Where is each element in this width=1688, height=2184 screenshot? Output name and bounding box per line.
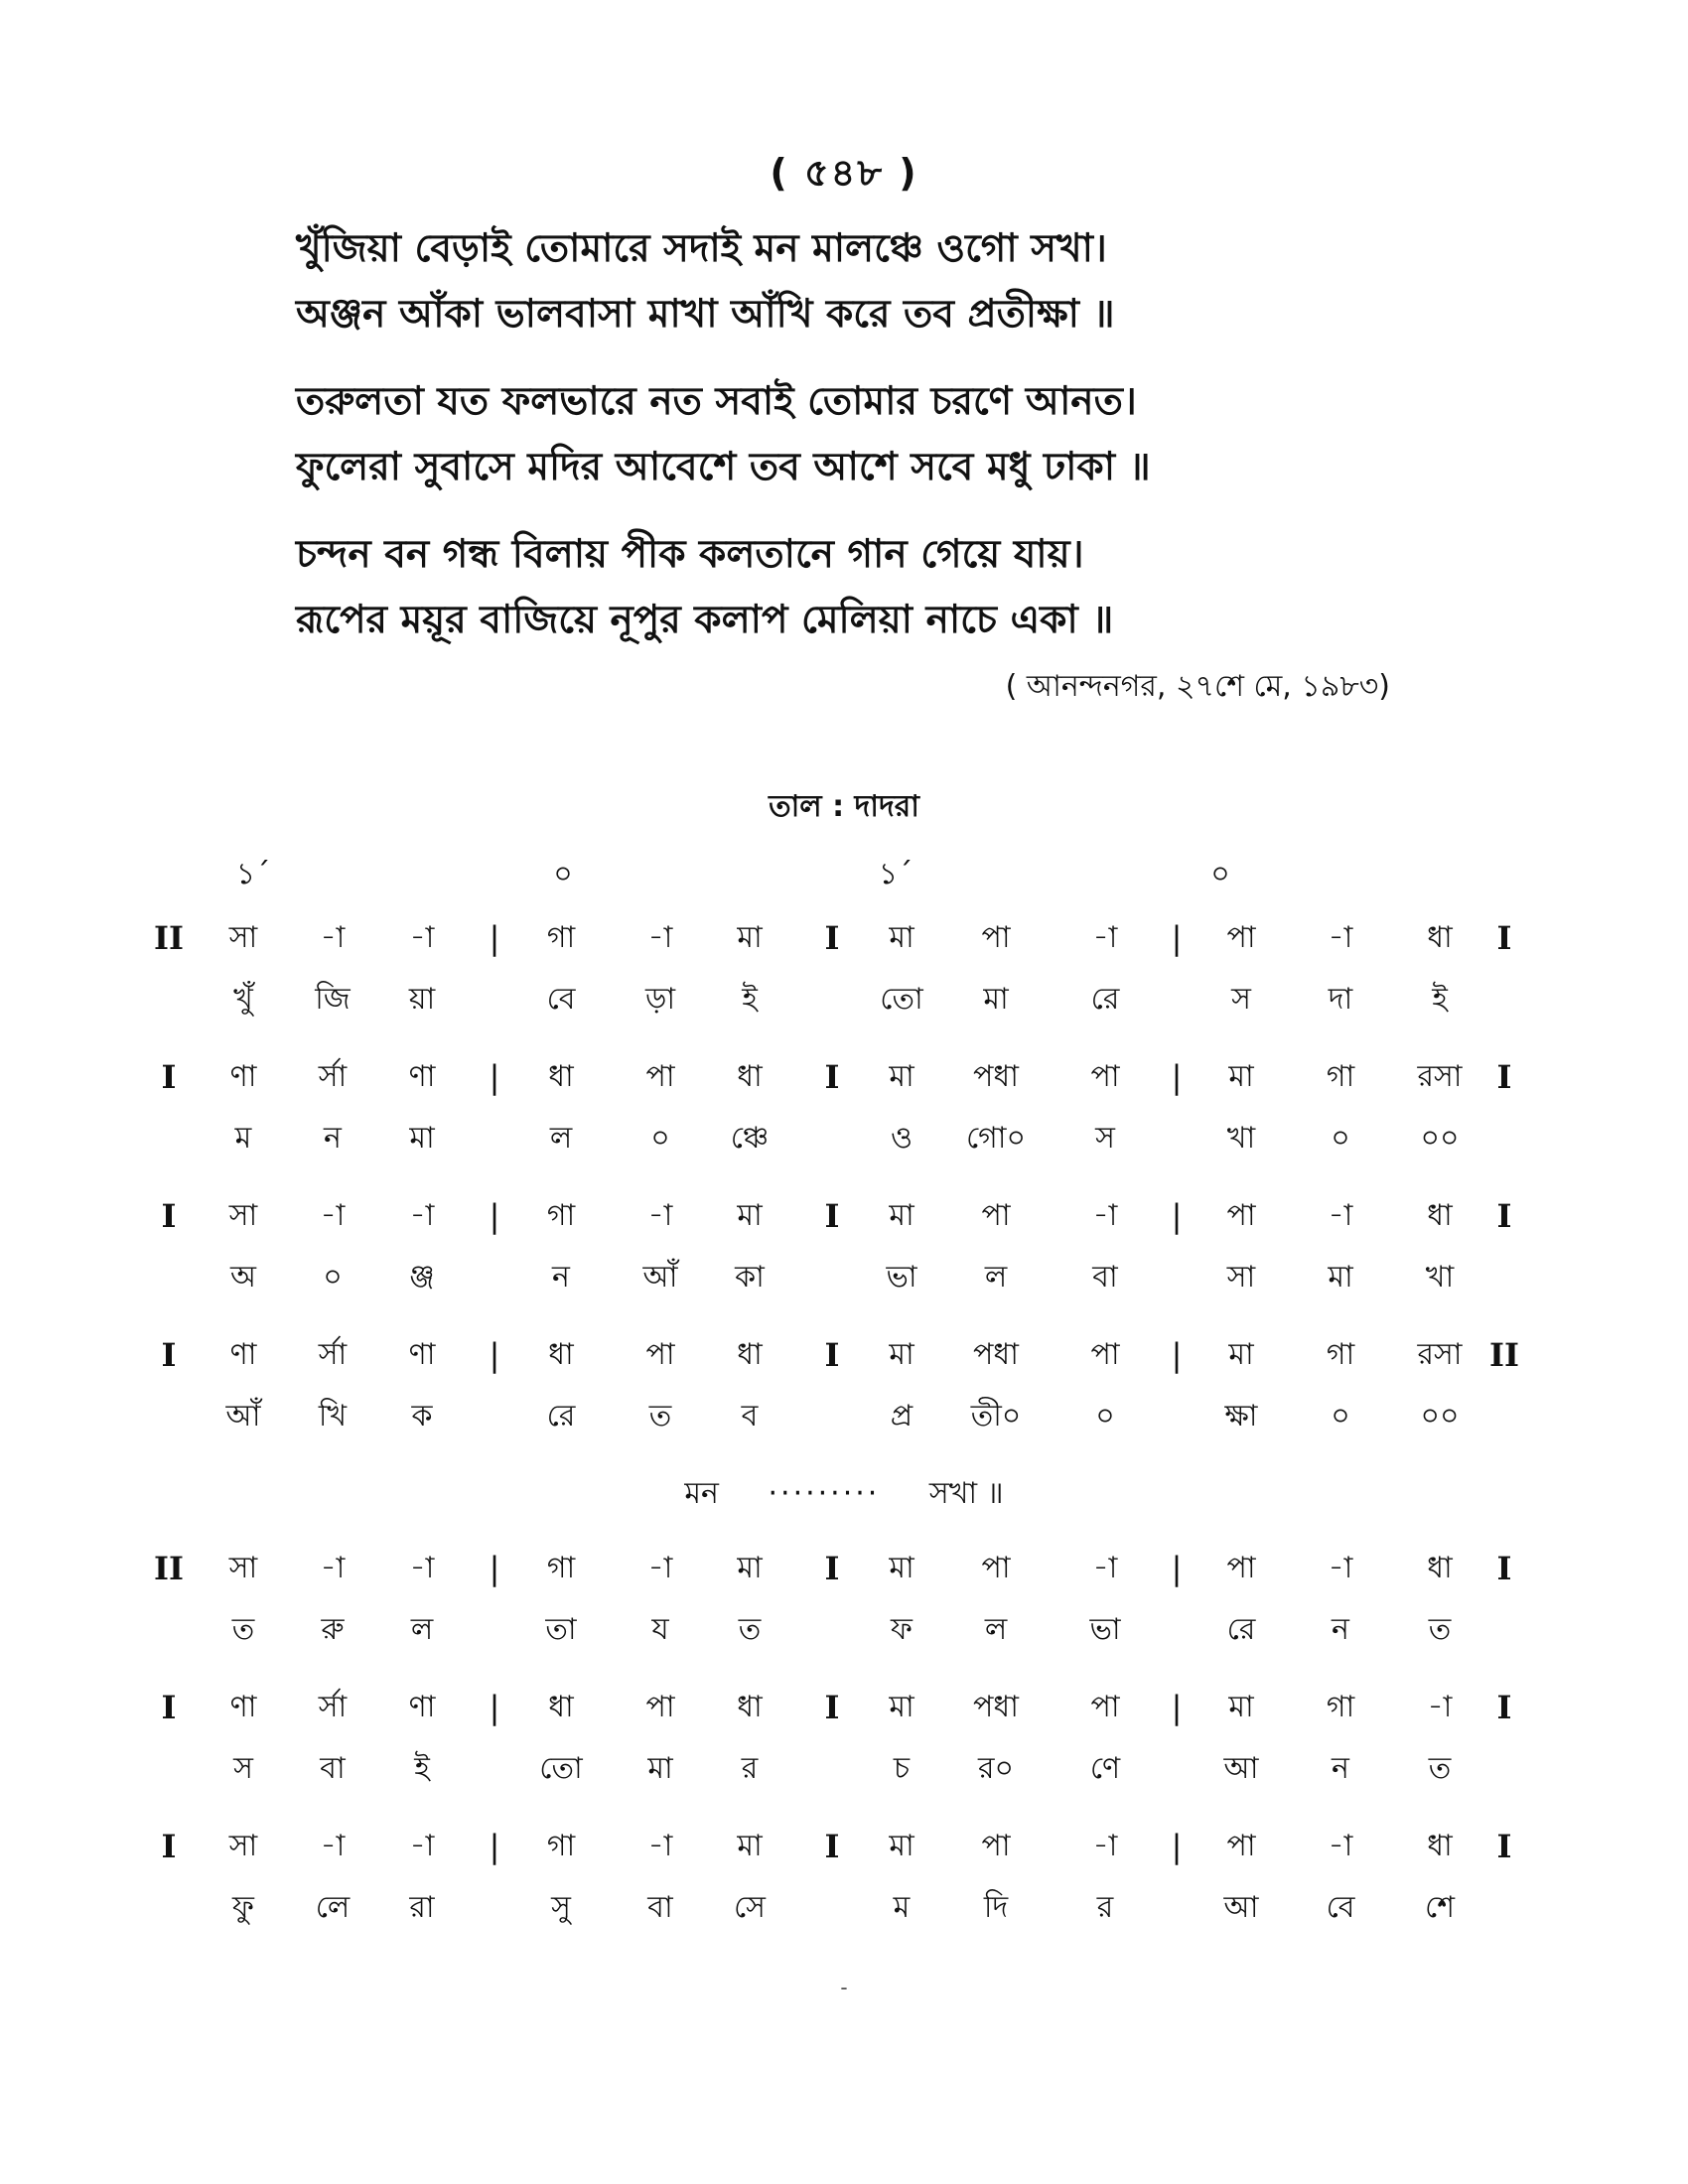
- note-cell: -া: [1092, 1198, 1118, 1233]
- note-cell: পা: [1090, 1337, 1120, 1372]
- bar-line: |: [489, 1550, 500, 1587]
- syllable-cell: খুঁ: [233, 982, 253, 1017]
- syllable-cell: ও: [890, 1121, 914, 1156]
- note-cell: ধা: [737, 1690, 763, 1724]
- note-cell: -া: [320, 1829, 346, 1863]
- bar-line: |: [1171, 1336, 1183, 1374]
- note-cell: পা: [1226, 920, 1256, 955]
- syllable-cell: ক্ষা: [1224, 1399, 1258, 1433]
- syllable-cell: য়া: [408, 982, 436, 1017]
- syllable-cell: খি: [318, 1399, 348, 1433]
- note-cell: -া: [1427, 1690, 1453, 1724]
- syllable-cell: ত: [648, 1399, 672, 1433]
- lyric-line: খুঁজিয়া বেড়াই তোমারে সদাই মন মালঞ্চে ওগো সখা।: [296, 226, 1107, 271]
- note-cell: মা: [889, 1198, 914, 1233]
- syllable-cell: মা: [983, 982, 1009, 1017]
- bar-line: I: [161, 1689, 177, 1726]
- bar-line: |: [1171, 1689, 1183, 1726]
- bar-line: I: [824, 1336, 840, 1374]
- syllable-cell: খা: [1226, 1121, 1256, 1156]
- bar-line: I: [161, 1058, 177, 1096]
- note-cell: পা: [981, 1198, 1011, 1233]
- syllable-cell: ই: [414, 1751, 430, 1786]
- lyrics-block: [296, 216, 1487, 675]
- note-cell: ধা: [548, 1337, 574, 1372]
- note-cell: মা: [737, 1551, 763, 1585]
- syllable-cell: রু: [321, 1612, 345, 1647]
- bar-line: |: [489, 1336, 500, 1374]
- note-cell: গা: [546, 1829, 576, 1863]
- syllable-cell: তো: [539, 1751, 583, 1786]
- bar-line: I: [824, 1058, 840, 1096]
- note-cell: রসা: [1417, 1059, 1463, 1094]
- syllable-cell: খা: [1425, 1260, 1455, 1295]
- syllable-cell: ল: [984, 1260, 1008, 1295]
- syllable-cell: ভা: [886, 1260, 917, 1295]
- refrain-cue: [0, 1469, 1688, 1520]
- note-cell: -া: [409, 1551, 435, 1585]
- note-cell: পধা: [973, 1337, 1019, 1372]
- lyric-line: চন্দন বন গন্ধ বিলায় পীক কলতানে গান গেয়ে যায়।: [296, 532, 1084, 577]
- lyrics-stanza: [296, 522, 1487, 653]
- note-cell: মা: [889, 920, 914, 955]
- note-cell: -া: [1092, 1829, 1118, 1863]
- note-cell: -া: [409, 1198, 435, 1233]
- syllable-cell: তী০: [970, 1399, 1022, 1433]
- note-cell: ণা: [229, 1690, 257, 1724]
- syllable-cell: বা: [1092, 1260, 1118, 1295]
- note-cell: মা: [737, 1829, 763, 1863]
- syllable-cell: ০: [1095, 1399, 1115, 1433]
- syllable-cell: তো: [880, 982, 923, 1017]
- note-cell: -া: [1328, 920, 1353, 955]
- syllable-cell: র০: [977, 1751, 1014, 1786]
- note-cell: পা: [1226, 1829, 1256, 1863]
- syllable-cell: ০: [1331, 1121, 1350, 1156]
- composition-source: ( আনন্দনগর, ২৭শে মে, ১৯৮৩): [1005, 669, 1390, 704]
- bar-line: I: [824, 1689, 840, 1726]
- note-cell: পা: [1090, 1059, 1120, 1094]
- syllable-cell: আঁ: [642, 1260, 678, 1295]
- syllable-cell: ০: [1331, 1399, 1350, 1433]
- bar-line: |: [1171, 919, 1183, 957]
- syllable-cell: ত: [231, 1612, 255, 1647]
- bar-line: |: [1171, 1058, 1183, 1096]
- note-cell: পা: [1226, 1198, 1256, 1233]
- note-cell: পা: [645, 1337, 675, 1372]
- bar-line: II: [154, 1550, 184, 1587]
- syllable-cell: দা: [1328, 982, 1353, 1017]
- syllable-cell: রে: [1090, 982, 1120, 1017]
- note-cell: সা: [228, 1198, 258, 1233]
- syllable-cell: বে: [1326, 1890, 1355, 1925]
- syllable-cell: আঁ: [225, 1399, 261, 1433]
- note-cell: -া: [1092, 920, 1118, 955]
- beat-marker: ০: [553, 857, 573, 891]
- note-cell: মা: [1228, 1690, 1254, 1724]
- syllable-cell: আ: [1223, 1890, 1259, 1925]
- note-cell: র্সা: [318, 1059, 348, 1094]
- syllable-cell: বে: [546, 982, 576, 1017]
- bar-line: I: [1496, 1058, 1512, 1096]
- syllable-cell: চ: [893, 1751, 911, 1786]
- syllable-cell: ন: [1332, 1751, 1349, 1786]
- syllable-cell: ০০: [1420, 1121, 1460, 1156]
- note-cell: ণা: [229, 1337, 257, 1372]
- note-cell: -া: [647, 1198, 673, 1233]
- note-cell: -া: [1328, 1551, 1353, 1585]
- syllable-cell: ম: [893, 1890, 911, 1925]
- syllable-cell: স: [233, 1751, 253, 1786]
- syllable-cell: ফ: [891, 1612, 913, 1647]
- beat-marker: ০: [1210, 857, 1230, 891]
- syllable-cell: য: [651, 1612, 669, 1647]
- syllable-cell: ল: [984, 1612, 1008, 1647]
- syllable-cell: আ: [1223, 1751, 1259, 1786]
- note-cell: -া: [320, 1551, 346, 1585]
- syllable-cell: জি: [315, 982, 351, 1017]
- refrain-start: মন: [684, 1476, 719, 1511]
- note-cell: -া: [1328, 1829, 1353, 1863]
- note-cell: পধা: [973, 1690, 1019, 1724]
- syllable-cell: মা: [1328, 1260, 1353, 1295]
- note-cell: -া: [647, 1829, 673, 1863]
- bar-line: II: [154, 919, 184, 957]
- note-cell: ধা: [737, 1337, 763, 1372]
- note-cell: পা: [1226, 1551, 1256, 1585]
- syllable-cell: ভা: [1089, 1612, 1121, 1647]
- bar-line: I: [1496, 1689, 1512, 1726]
- note-cell: মা: [1228, 1059, 1254, 1094]
- bar-line: I: [161, 1197, 177, 1235]
- syllable-cell: ক: [411, 1399, 433, 1433]
- syllable-cell: গো০: [965, 1121, 1027, 1156]
- syllable-cell: অ: [230, 1260, 256, 1295]
- bar-line: |: [489, 1828, 500, 1865]
- syllable-cell: ০: [650, 1121, 670, 1156]
- syllable-cell: ঞ্চে: [730, 1121, 770, 1156]
- note-cell: ণা: [408, 1059, 436, 1094]
- lyric-line: ফুলেরা সুবাসে মদির আবেশে তব আশে সবে মধু ঢাকা ॥: [296, 445, 1151, 489]
- syllable-cell: ন: [1332, 1612, 1349, 1647]
- syllable-cell: দি: [983, 1890, 1009, 1925]
- bar-line: |: [489, 919, 500, 957]
- note-cell: র্সা: [318, 1690, 348, 1724]
- syllable-row: [0, 980, 1688, 1051]
- note-cell: ধা: [1427, 1829, 1453, 1863]
- note-cell: গা: [546, 1198, 576, 1233]
- note-cell: ধা: [1427, 1551, 1453, 1585]
- note-cell: ধা: [1427, 920, 1453, 955]
- syllable-cell: র: [1096, 1890, 1114, 1925]
- syllable-cell: বা: [320, 1751, 346, 1786]
- bar-line: |: [489, 1197, 500, 1235]
- note-cell: ধা: [1427, 1198, 1453, 1233]
- note-cell: -া: [1092, 1551, 1118, 1585]
- note-cell: মা: [889, 1059, 914, 1094]
- syllable-row: [0, 1610, 1688, 1682]
- syllable-cell: ন: [324, 1121, 342, 1156]
- note-cell: গা: [1326, 1337, 1355, 1372]
- syllable-cell: রে: [546, 1399, 576, 1433]
- syllable-cell: মা: [409, 1121, 435, 1156]
- syllable-cell: ই: [742, 982, 758, 1017]
- bar-line: |: [1171, 1197, 1183, 1235]
- page-number: ( ৫৪৮ ): [770, 151, 918, 195]
- beat-marker: ১´: [235, 857, 271, 891]
- bar-line: I: [1496, 1197, 1512, 1235]
- note-cell: মা: [737, 1198, 763, 1233]
- syllable-cell: রা: [409, 1890, 435, 1925]
- bar-line: I: [1496, 1550, 1512, 1587]
- note-cell: গা: [1326, 1690, 1355, 1724]
- syllable-cell: স: [1231, 982, 1251, 1017]
- note-cell: পধা: [973, 1059, 1019, 1094]
- note-cell: মা: [889, 1829, 914, 1863]
- note-cell: -া: [320, 920, 346, 955]
- note-cell: মা: [889, 1337, 914, 1372]
- bar-line: I: [824, 1197, 840, 1235]
- syllable-cell: ল: [410, 1612, 434, 1647]
- bar-line: |: [1171, 1828, 1183, 1865]
- note-cell: সা: [228, 920, 258, 955]
- note-cell: পা: [645, 1690, 675, 1724]
- note-cell: মা: [889, 1690, 914, 1724]
- note-cell: -া: [320, 1198, 346, 1233]
- note-cell: পা: [981, 1551, 1011, 1585]
- syllable-row: [0, 1888, 1688, 1960]
- note-cell: -া: [409, 1829, 435, 1863]
- note-cell: ধা: [548, 1059, 574, 1094]
- note-cell: -া: [409, 920, 435, 955]
- note-cell: রসা: [1417, 1337, 1463, 1372]
- refrain-end: সখা ॥: [928, 1476, 1004, 1511]
- syllable-cell: রে: [1226, 1612, 1256, 1647]
- bar-line: |: [489, 1689, 500, 1726]
- syllable-cell: ম: [234, 1121, 252, 1156]
- bar-line: I: [1496, 919, 1512, 957]
- syllable-cell: স: [1095, 1121, 1115, 1156]
- footer-mark: -: [840, 1976, 848, 1999]
- syllable-cell: প্র: [890, 1399, 914, 1433]
- note-cell: সা: [228, 1829, 258, 1863]
- note-cell: ধা: [548, 1690, 574, 1724]
- note-cell: পা: [1090, 1690, 1120, 1724]
- syllable-cell: সু: [551, 1890, 571, 1925]
- refrain-dots: ·········: [768, 1476, 881, 1511]
- note-cell: পা: [981, 920, 1011, 955]
- note-cell: পা: [645, 1059, 675, 1094]
- tala-heading: তাল : দাদরা: [769, 789, 919, 824]
- syllable-cell: ত: [738, 1612, 762, 1647]
- bar-line: I: [161, 1336, 177, 1374]
- syllable-cell: ঞ্জ: [409, 1260, 435, 1295]
- bar-line: I: [161, 1828, 177, 1865]
- note-cell: গা: [546, 1551, 576, 1585]
- syllable-row: [0, 1258, 1688, 1329]
- note-cell: গা: [1326, 1059, 1355, 1094]
- bar-line: I: [824, 919, 840, 957]
- note-cell: পা: [981, 1829, 1011, 1863]
- syllable-cell: ই: [1432, 982, 1448, 1017]
- note-cell: -া: [1328, 1198, 1353, 1233]
- syllable-cell: ০০: [1420, 1399, 1460, 1433]
- note-cell: মা: [737, 920, 763, 955]
- note-cell: মা: [1228, 1337, 1254, 1372]
- note-cell: র্সা: [318, 1337, 348, 1372]
- note-cell: ণা: [229, 1059, 257, 1094]
- syllable-cell: ত: [1428, 1751, 1452, 1786]
- note-cell: ণা: [408, 1690, 436, 1724]
- syllable-cell: কা: [735, 1260, 765, 1295]
- syllable-cell: ফু: [232, 1890, 254, 1925]
- syllable-cell: ড়া: [644, 982, 676, 1017]
- syllable-cell: ণে: [1089, 1751, 1121, 1786]
- syllable-cell: ০: [323, 1260, 343, 1295]
- bar-line: I: [1496, 1828, 1512, 1865]
- lyric-line: রূপের ময়ূর বাজিয়ে নূপুর কলাপ মেলিয়া নাচে একা ॥: [296, 598, 1114, 642]
- syllable-cell: মা: [647, 1751, 673, 1786]
- syllable-row: [0, 1119, 1688, 1190]
- beat-marker: ১´: [878, 857, 914, 891]
- lyric-line: অঞ্জন আঁকা ভালবাসা মাখা আঁখি করে তব প্রতীক্ষা ॥: [296, 292, 1115, 337]
- syllable-cell: ল: [549, 1121, 573, 1156]
- syllable-cell: ব: [741, 1399, 759, 1433]
- lyrics-stanza: [296, 216, 1487, 347]
- syllable-row: [0, 1749, 1688, 1821]
- note-cell: -া: [647, 1551, 673, 1585]
- note-cell: ধা: [737, 1059, 763, 1094]
- syllable-cell: র: [741, 1751, 759, 1786]
- syllable-cell: শে: [1425, 1890, 1455, 1925]
- bar-line: I: [824, 1828, 840, 1865]
- syllable-cell: লে: [315, 1890, 351, 1925]
- lyrics-stanza: [296, 369, 1487, 500]
- syllable-row: [0, 1397, 1688, 1468]
- syllable-cell: সা: [1226, 1260, 1256, 1295]
- note-cell: সা: [228, 1551, 258, 1585]
- bar-line: I: [824, 1550, 840, 1587]
- note-cell: গা: [546, 920, 576, 955]
- bar-line: II: [1489, 1336, 1519, 1374]
- syllable-cell: ন: [552, 1260, 570, 1295]
- syllable-cell: সে: [734, 1890, 766, 1925]
- note-cell: -া: [647, 920, 673, 955]
- bar-line: |: [489, 1058, 500, 1096]
- syllable-cell: ত: [1428, 1612, 1452, 1647]
- syllable-cell: বা: [647, 1890, 673, 1925]
- lyric-line: তরুলতা যত ফলভারে নত সবাই তোমার চরণে আনত।: [296, 379, 1137, 424]
- bar-line: |: [1171, 1550, 1183, 1587]
- note-cell: ণা: [408, 1337, 436, 1372]
- syllable-cell: তা: [545, 1612, 577, 1647]
- note-cell: মা: [889, 1551, 914, 1585]
